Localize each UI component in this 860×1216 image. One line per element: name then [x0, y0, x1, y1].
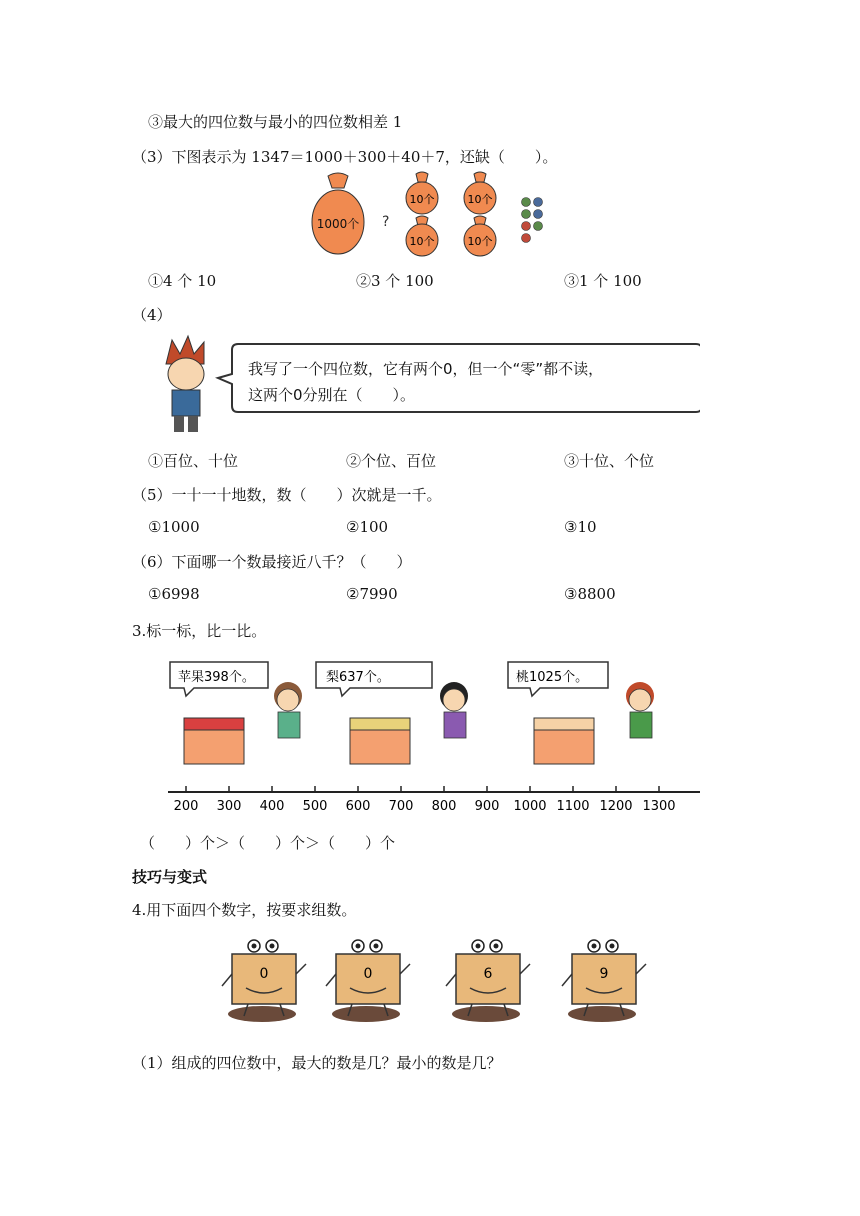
fruit-number-line-figure — [164, 654, 704, 820]
q4-sub1: （1）组成的四位数中，最大的数是几？最小的数是几？ — [132, 1054, 502, 1072]
bag-10-label: 10个 — [409, 235, 435, 248]
bag-10-icon — [406, 172, 438, 214]
digit-card — [222, 940, 306, 1022]
coin-icons — [522, 198, 543, 243]
peach-bubble-text: 桃1025个。 — [516, 670, 589, 685]
q2-sub4-label: （4） — [132, 306, 172, 324]
digit-card — [562, 940, 646, 1022]
q2-sub4-option-3: ③十位、个位 — [564, 452, 655, 470]
q3-title: 3.标一标，比一比。 — [132, 622, 267, 640]
number-line-ticks — [174, 786, 676, 814]
boy-body-icon — [278, 712, 300, 738]
q2-sub6-option-1: ①6998 — [148, 585, 200, 603]
q3-answer-line: （ ）个＞（ ）个＞（ ）个 — [140, 834, 396, 852]
bag-1000-label: 1000个 — [316, 217, 360, 231]
pears-icon — [350, 718, 410, 730]
q2-sub5-stem: （5）一十一十地数，数（ ）次就是一千。 — [132, 486, 442, 504]
boy-icon — [166, 336, 204, 432]
peaches-icon — [534, 718, 594, 730]
boy-body-icon — [630, 712, 652, 738]
q2-sub6-option-3: ③8800 — [564, 585, 616, 603]
peach-box-group — [508, 662, 654, 764]
pear-box-group — [316, 662, 468, 764]
q4-title: 4.用下面四个数字，按要求组数。 — [132, 901, 357, 919]
digit-label: 9 — [599, 966, 609, 982]
bubble-text-line1: 我写了一个四位数，它有两个0，但一个“零”都不读， — [248, 360, 604, 378]
q2-sub4-option-1: ①百位、十位 — [148, 452, 239, 470]
peach-crate-icon — [534, 728, 594, 764]
tick-label: 1200 — [599, 799, 633, 814]
q2-sub4-option-2: ②个位、百位 — [346, 452, 437, 470]
boy-speech-figure — [160, 334, 700, 438]
apple-box-group — [170, 662, 302, 764]
money-bags-figure — [300, 170, 560, 262]
digit-label: 6 — [483, 966, 493, 982]
q2-sub5-option-2: ②100 — [346, 518, 389, 536]
tick-label: 300 — [216, 799, 242, 814]
tick-label: 200 — [173, 799, 199, 814]
q2-sub3-option-1: ①4 个 10 — [148, 272, 217, 290]
digit-card — [446, 940, 530, 1022]
tick-label: 500 — [302, 799, 328, 814]
digit-cards — [222, 940, 646, 1022]
girl-body-icon — [444, 712, 466, 738]
tick-label: 1300 — [642, 799, 676, 814]
digit-cards-figure — [200, 934, 660, 1026]
bubble-text-line2: 这两个0分别在（ ）。 — [248, 386, 416, 404]
tick-label: 700 — [388, 799, 414, 814]
q2-sub5-option-3: ③10 — [564, 518, 597, 536]
tick-label: 600 — [345, 799, 371, 814]
section-title: 技巧与变式 — [132, 868, 208, 886]
bag-10-label: 10个 — [467, 235, 493, 248]
bag-10-icon — [464, 172, 496, 214]
question-mark: ? — [382, 214, 390, 230]
bag-1000-icon — [312, 173, 364, 254]
tick-label: 400 — [259, 799, 285, 814]
q2-sub5-option-1: ①1000 — [148, 518, 200, 536]
tick-label: 1000 — [513, 799, 547, 814]
bag-10-label: 10个 — [409, 193, 435, 206]
digit-card — [326, 940, 410, 1022]
apple-bubble-text: 苹果398个。 — [178, 670, 255, 685]
digit-label: 0 — [259, 966, 269, 982]
q2-sub6-option-2: ②7990 — [346, 585, 398, 603]
pear-bubble-text: 梨637个。 — [326, 670, 390, 685]
tick-label: 1100 — [556, 799, 590, 814]
bag-10-icon — [464, 216, 496, 256]
bag-10-label: 10个 — [467, 193, 493, 206]
q2-sub6-stem: （6）下面哪一个数最接近八千？（ ） — [132, 553, 412, 571]
q2-sub3-option-3: ③1 个 100 — [564, 272, 642, 290]
apples-icon — [184, 718, 244, 730]
tick-label: 900 — [474, 799, 500, 814]
tick-label: 800 — [431, 799, 457, 814]
option-note-3: ③最大的四位数与最小的四位数相差 1 — [148, 113, 403, 131]
q2-sub3-stem: （3）下图表示为 1347＝1000＋300＋40＋7，还缺（ ）。 — [132, 148, 558, 166]
pear-crate-icon — [350, 728, 410, 764]
apple-crate-icon — [184, 728, 244, 764]
bag-10-icon — [406, 216, 438, 256]
digit-label: 0 — [363, 966, 373, 982]
q2-sub3-option-2: ②3 个 100 — [356, 272, 434, 290]
